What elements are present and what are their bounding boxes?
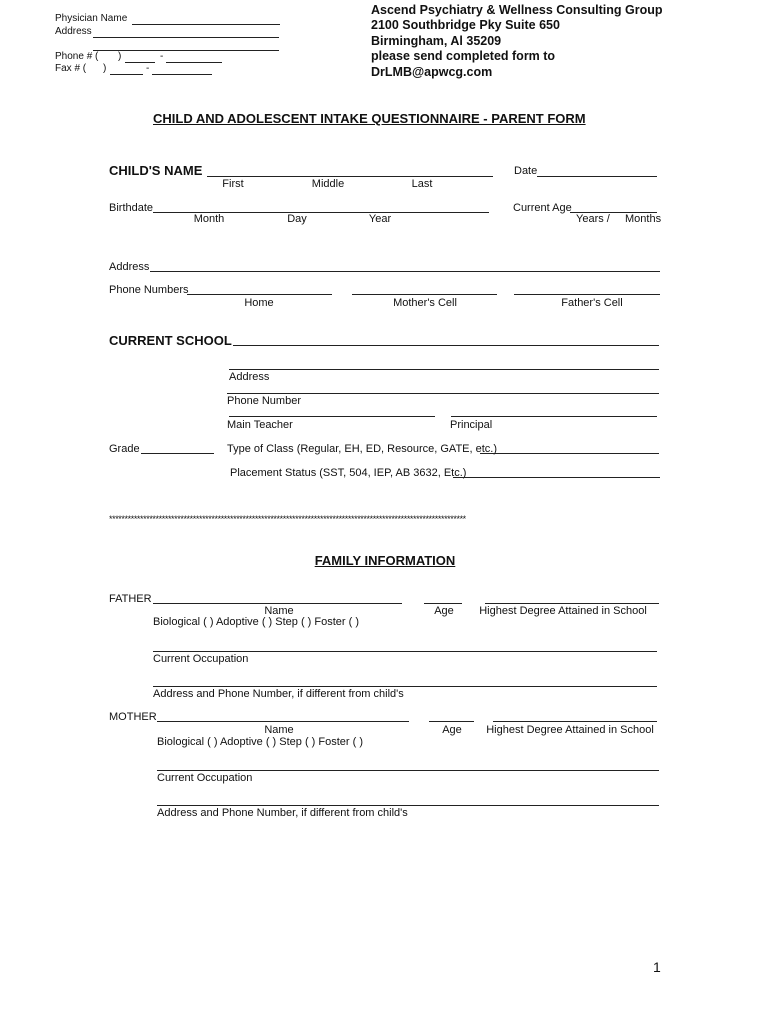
placement-status-field[interactable] [453, 477, 660, 478]
mother-label: MOTHER [109, 711, 157, 723]
form-title: CHILD AND ADOLESCENT INTAKE QUESTIONNAIRE - PARENT FORM [153, 111, 586, 126]
phone-close-paren: ) [118, 51, 122, 62]
mothers-cell-caption: Mother's Cell [393, 297, 457, 309]
mother-age-caption: Age [442, 724, 462, 736]
phone-number-field[interactable] [166, 62, 222, 63]
fathers-cell-field[interactable] [514, 294, 660, 295]
fax-dash: - [146, 63, 150, 74]
family-information-heading: FAMILY INFORMATION [314, 553, 456, 568]
phone-label: Phone # ( [55, 51, 99, 62]
mother-age-field[interactable] [429, 721, 474, 722]
father-label: FATHER [109, 593, 152, 605]
page-number: 1 [653, 959, 661, 975]
fax-prefix-field[interactable] [110, 74, 143, 75]
year-caption: Year [368, 213, 392, 225]
type-of-class-label: Type of Class (Regular, EH, ED, Resource, GATE, etc.) [227, 443, 497, 455]
father-name-caption: Name [264, 605, 294, 617]
mother-name-field[interactable] [157, 721, 409, 722]
fathers-cell-caption: Father's Cell [561, 297, 623, 309]
last-name-caption: Last [411, 178, 433, 190]
grade-field[interactable] [141, 453, 214, 454]
middle-name-caption: Middle [311, 178, 345, 190]
mother-address-field[interactable] [157, 805, 659, 806]
father-name-field[interactable] [153, 603, 402, 604]
mother-name-caption: Name [264, 724, 294, 736]
father-age-field[interactable] [424, 603, 462, 604]
father-address-field[interactable] [153, 686, 657, 687]
father-age-caption: Age [434, 605, 454, 617]
main-teacher-field[interactable] [229, 416, 435, 417]
childs-name-field[interactable] [207, 176, 493, 177]
home-phone-field[interactable] [187, 294, 332, 295]
years-caption: Years / [576, 213, 610, 225]
clinic-street: 2100 Southbridge Pky Suite 650 [371, 18, 560, 32]
mother-relation-options[interactable]: Biological ( ) Adoptive ( ) Step ( ) Foster ( ) [157, 736, 364, 748]
child-address-label: Address [109, 261, 150, 273]
school-phone-field[interactable] [227, 393, 659, 394]
phone-dash: - [160, 51, 164, 62]
clinic-name: Ascend Psychiatry & Wellness Consulting Group [371, 3, 663, 17]
phone-numbers-label: Phone Numbers [109, 284, 189, 296]
physician-address-field[interactable] [93, 37, 279, 38]
clinic-city: Birmingham, Al 35209 [371, 34, 502, 48]
principal-caption: Principal [450, 419, 493, 431]
mother-occupation-caption: Current Occupation [157, 772, 253, 784]
mother-occupation-field[interactable] [157, 770, 659, 771]
phone-prefix-field[interactable] [125, 62, 155, 63]
fax-close-paren: ) [103, 63, 107, 74]
current-school-label: CURRENT SCHOOL [109, 333, 232, 348]
home-caption: Home [244, 297, 274, 309]
birthdate-label: Birthdate [109, 202, 154, 214]
physician-name-label: Physician Name [55, 13, 128, 24]
asterisk-separator: ******************************************************************************************************************* [109, 514, 466, 524]
father-address-caption: Address and Phone Number, if different from child's [153, 688, 404, 700]
principal-field[interactable] [451, 416, 657, 417]
father-relation-options[interactable]: Biological ( ) Adoptive ( ) Step ( ) Foster ( ) [153, 616, 360, 628]
fax-number-field[interactable] [152, 74, 212, 75]
date-label: Date [514, 165, 538, 177]
childs-name-label: CHILD'S NAME [109, 163, 203, 178]
school-phone-caption: Phone Number [227, 395, 301, 407]
mothers-cell-field[interactable] [352, 294, 497, 295]
months-caption: Months [625, 213, 662, 225]
current-school-field[interactable] [233, 345, 659, 346]
clinic-email: DrLMB@apwcg.com [371, 65, 493, 79]
month-caption: Month [193, 213, 225, 225]
grade-label: Grade [109, 443, 140, 455]
school-address-field[interactable] [229, 369, 659, 370]
physician-name-field[interactable] [132, 24, 280, 25]
mother-address-caption: Address and Phone Number, if different from child's [157, 807, 408, 819]
day-caption: Day [287, 213, 307, 225]
father-occupation-field[interactable] [153, 651, 657, 652]
mother-degree-field[interactable] [493, 721, 657, 722]
fax-label: Fax # ( [55, 63, 87, 74]
date-field[interactable] [537, 176, 657, 177]
physician-address-label: Address [55, 26, 92, 37]
first-name-caption: First [222, 178, 244, 190]
father-degree-field[interactable] [485, 603, 659, 604]
main-teacher-caption: Main Teacher [227, 419, 293, 431]
school-address-caption: Address [229, 371, 270, 383]
father-occupation-caption: Current Occupation [153, 653, 249, 665]
child-address-field[interactable] [150, 271, 660, 272]
mother-degree-caption: Highest Degree Attained in School [486, 724, 654, 736]
father-degree-caption: Highest Degree Attained in School [479, 605, 647, 617]
placement-status-label: Placement Status (SST, 504, IEP, AB 3632, Etc.) [230, 467, 467, 479]
type-of-class-field[interactable] [480, 453, 659, 454]
current-age-label: Current Age [513, 202, 572, 214]
clinic-instruction: please send completed form to [371, 49, 556, 63]
